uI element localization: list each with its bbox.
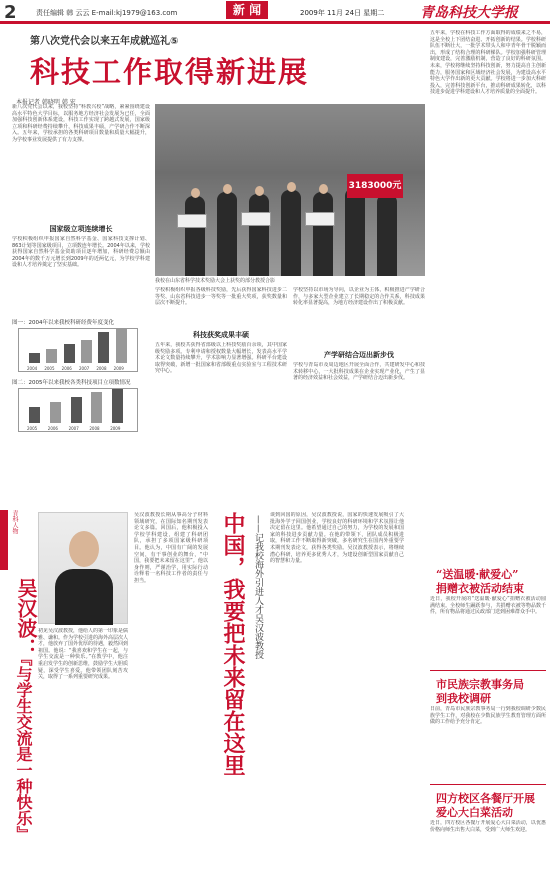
chart-tick-label: 2008 (89, 426, 100, 431)
editor-line: 责任编辑 韩 云云 E-mail:kj1979@163.com (36, 9, 178, 17)
chart-tick-label: 2005 (44, 366, 55, 371)
chart-bar (112, 389, 123, 423)
photo-caption: 我校在山东省科学技术奖励大会上获奖的部分教授合影 (155, 278, 276, 284)
page-number: 2 (4, 2, 17, 23)
news3-title: 四方校区各餐厅开展 (436, 792, 535, 805)
feature-body-2: 吴汉波教授长期从事高分子材料领域研究，在国际知名期刊发表论文多篇。回国后，他积极投入学校学科建设，组建了科研团队，承担了多项国家级科研项目。他认为，中国有广阔的发展空间，有干事创业的舞台，“中国，我要把未来留在这里”。他以身作则，严谨治学，用实际行动诠释着一名科技工作者的责任与担当。 (134, 512, 208, 584)
award-board (305, 212, 335, 226)
chart-bar (50, 402, 61, 423)
chart-tick-label: 2007 (68, 426, 79, 431)
subhead-3: 产学研结合迈出新步伐 (324, 351, 394, 359)
news3-title-2: 爱心大白菜活动 (436, 806, 513, 819)
lead-headline: 科技工作取得新进展 (30, 55, 310, 89)
feature-name: 吴汉波： (14, 578, 38, 658)
chart-bar (29, 407, 40, 423)
chart2-plot (18, 388, 138, 432)
masthead: 青岛科技大学报 (420, 5, 518, 21)
divider (430, 784, 546, 785)
chart-tick-label: 2006 (47, 426, 58, 431)
news2-title-2: 到我校调研 (436, 692, 491, 705)
person-head (223, 184, 232, 194)
chart-bar (98, 332, 109, 363)
section-tag-bar (0, 510, 8, 570)
person-head (191, 188, 200, 198)
chart-bar (29, 353, 40, 363)
body-text-col2b: 五年来，我校共获得省部级以上科技奖励百余项，其中国家级奖励多项。专利申请和授权数量大幅增长，发表高水平学术论文数量持续攀升，学术影响力显著增强。科研平台建设取得突破，新增一批国家和省部级重点实验室与工程技术研究中心。 (155, 342, 287, 375)
section-tag: 青科人物 (11, 510, 18, 534)
chart-tick-label: 2009 (113, 366, 124, 371)
person (377, 194, 397, 276)
person (281, 190, 301, 276)
news1-title-2: 捐赠衣被活动结束 (436, 582, 524, 595)
series-kicker: 第八次党代会以来五年成就巡礼⑤ (30, 36, 179, 47)
award-check: 3183000元 (347, 174, 403, 198)
portrait-photo (38, 512, 128, 624)
section-label: 新 闻 (226, 1, 268, 19)
body-text-col3: 学校坚持以市场为导向，以企业为主体，积极推进产学研合作，与多家大型企业建立了长期稳定的合作关系，科技成果转化率显著提高，为地方经济建设作出了积极贡献。 (293, 287, 425, 307)
award-board (177, 214, 207, 228)
byline: 本报记者 韩晓明 韩 宏 (16, 99, 76, 106)
chart-tick-label: 2008 (96, 366, 107, 371)
person (185, 196, 205, 276)
body-text-col1: 新八次党代会以来，我校坚持“科教兴校”战略，紧紧围绕建设高水平特色大学目标，以服务地方经济社会发展为已任，全面加强科技创新体系建设，科技工作实现了跨越式发展，国家级立项和科研经费持续攀升，科技成果丰硕，产学研合作不断深入。五年来，学校承担的各类科研项目数量和质量大幅提升，为学校事业发展提供了有力支撑。 (12, 104, 150, 143)
person-head (287, 182, 296, 192)
chart-bar (91, 392, 102, 423)
person-head (255, 186, 264, 196)
body-text-col4: 五年来，学校在科技工作方面取得的成绩来之不易，这是全校上下团结奋进、开拓创新的结果。学校科研队伍不断壮大，一批学术带头人和中青年骨干脱颖而出，形成了结构合理的科研梯队。学校加强科研管理制度建设，完善激励机制，营造了良好的科研氛围。未来，学校将继续坚持科技创新，努力提高自主创新能力，服务国家和区域经济社会发展，为建设高水平特色大学作出新的更大贡献。学校将进一步加大科研投入，完善科技创新平台，推动科研成果转化，以科技进步促进学科建设和人才培养质量的全面提升。 (430, 30, 546, 96)
feature-body-3: 谈到回国的原因，吴汉波教授说，国家的快速发展吸引了大批海外学子回国创业，学校良好的科研环境和学术氛围让他决定留在这里。他希望通过自己的努力，为学校的发展和国家的科技进步贡献力量。在他的带领下，团队成员积极进取，科研工作不断取得新突破，多名研究生在国内外重要学术期刊发表论文，获得各类奖励。吴汉波教授表示，将继续潜心科研，培养更多优秀人才，为建设创新型国家贡献自己的智慧和力量。 (270, 512, 404, 565)
body-text-col3b: 学校与青岛市及周边地区开展全面合作，共建研发中心和技术转移中心，一大批科技成果在企业实现产业化，产生了显著的经济效益和社会效益，产学研结合迈出新步伐。 (293, 362, 425, 382)
feature-vertical-subtitle: ——记我校海外引进人才吴汉波教授 (253, 515, 263, 659)
chart2-title: 图二：2005年以来我校各类科技项目立项数情况 (12, 380, 131, 386)
news2-body: 日前，青岛市民族宗教事务局一行到我校调研少数民族学生工作，对我校在少数民族学生教育管理方面所做的工作给予充分肯定。 (430, 706, 546, 726)
chart-tick-label: 2007 (79, 366, 90, 371)
feature-vertical-headline: 中国，我要把未来留在这里 (220, 512, 246, 776)
chart-tick-label: 2006 (61, 366, 72, 371)
person (313, 192, 333, 276)
body-text-col2: 学校积极组织申报各级科技奖励，先后获得国家科技进步二等奖、山东省科技进步一等奖等一批重大奖项，获奖数量和层次不断提升。 (155, 287, 287, 307)
chart-bar (64, 344, 75, 363)
chart-tick-label: 2005 (27, 426, 38, 431)
award-board (241, 212, 271, 226)
chart-bar (46, 349, 57, 363)
issue-date: 2009年 11月 24日 星期二 (300, 9, 385, 17)
chart1-plot (18, 328, 138, 372)
award-photo (155, 104, 425, 276)
news3-body: 近日，四方校区各餐厅开展爱心大白菜活动，以优惠价格向师生出售大白菜，受到广大师生欢迎。 (430, 820, 546, 833)
chart-bar (81, 340, 92, 363)
subhead-1: 国家级立项连续增长 (49, 225, 113, 233)
chart-bar (116, 329, 127, 363)
chart-tick-label: 2009 (110, 426, 121, 431)
chart-tick-label: 2004 (27, 366, 38, 371)
person (217, 192, 237, 276)
feature-quote: 『与学生交流是一种快乐』 (14, 650, 33, 842)
body-text-col1b: 学校积极组织申报国家自然科学基金、国家科技支撑计划、863计划等国家级项目，立项数连年增长。2004年以来，学校获得国家自然科学基金资助项目逐年增加，科研经费总额由2004年的数千万元增长到2009年的近两亿元，为学校学科建设和人才培养奠定了坚实基础。 (12, 236, 150, 269)
person (345, 188, 365, 276)
chart1-title: 图一：2004年以来我校科研经费年度变化 (12, 320, 114, 326)
person (249, 194, 269, 276)
divider (430, 670, 546, 671)
news2-title: 市民族宗教事务局 (436, 678, 524, 691)
subhead-2: 科技获奖成果丰硕 (193, 331, 249, 339)
news1-body: 近日，我校开展的“送温暖·献爱心”捐赠衣被活动圆满结束。全校师生踊跃参与，共捐赠衣被等物品数千件，所有物品将通过民政部门送到困难群众手中。 (430, 596, 546, 616)
news1-title: “送温暖·献爱心” (436, 568, 519, 581)
chart-bar (71, 397, 82, 423)
feature-body-1: 初见吴汉波教授，他给人的第一印象是儒雅、谦和。作为学校引进的海外高层次人才，他放弃了国外优厚的待遇，毅然回到祖国。他说：“我喜欢和学生在一起，与学生交流是一种快乐。”在教学中，他注重启发学生的创新思维，鼓励学生大胆质疑，深受学生喜爱。他带领团队刻苦攻关，取得了一系列重要研究成果。 (38, 628, 128, 681)
person-head (319, 184, 328, 194)
